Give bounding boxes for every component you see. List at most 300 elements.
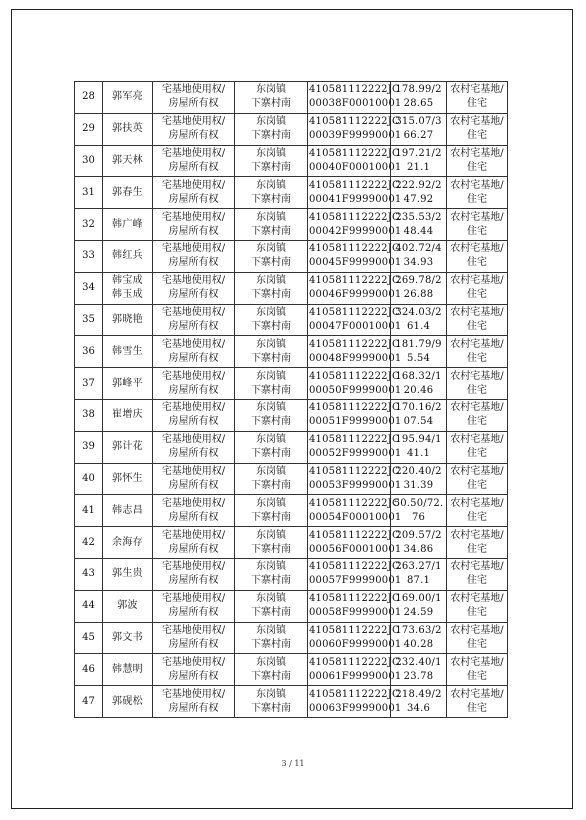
land-use-cell — [447, 113, 508, 145]
unit-code-line: 410581112222JC — [309, 84, 400, 96]
unit-code-line: 00058F99990001 — [309, 607, 402, 619]
row-number-cell: 38 — [75, 399, 103, 431]
row-number-cell: 30 — [75, 145, 103, 177]
land-use-line: 农村宅基地/ — [450, 593, 504, 605]
right-type-cell — [153, 177, 235, 209]
unit-code-cell — [308, 336, 402, 368]
right-type-line: 房屋所有权 — [168, 384, 219, 396]
location-cell — [235, 240, 308, 272]
owner-name-line: 韩红兵 — [112, 250, 143, 262]
location-cell — [235, 145, 308, 177]
land-use-cell — [447, 590, 508, 622]
area-line: 66.27 — [403, 130, 434, 142]
right-type-line: 宅基地使用权/ — [161, 370, 226, 382]
land-use-cell — [447, 527, 508, 559]
land-use-line: 住宅 — [467, 607, 487, 619]
right-type-line: 房屋所有权 — [168, 670, 219, 682]
location-line: 下寨村南 — [251, 416, 291, 428]
row-number-cell: 28 — [75, 82, 103, 114]
owner-name-cell — [103, 209, 153, 241]
land-use-line: 农村宅基地/ — [450, 275, 504, 287]
registration-table — [74, 81, 508, 718]
unit-code-line: 410581112222JC — [309, 593, 400, 605]
location-line: 东岗镇 — [256, 402, 286, 414]
land-use-line: 农村宅基地/ — [450, 624, 504, 636]
row-number-cell: 43 — [75, 558, 103, 590]
table-row — [75, 145, 508, 177]
table-row — [75, 558, 508, 590]
unit-code-line: 410581112222JC — [309, 370, 400, 382]
right-type-cell — [153, 686, 235, 718]
owner-name-cell — [103, 272, 153, 304]
right-type-line: 宅基地使用权/ — [161, 529, 226, 541]
page-number: 3 / 11 — [281, 759, 305, 768]
land-use-line: 住宅 — [467, 257, 487, 269]
unit-code-cell — [308, 590, 402, 622]
unit-code-cell — [308, 463, 402, 495]
owner-name-cell — [103, 368, 153, 400]
right-type-cell — [153, 272, 235, 304]
right-type-line: 宅基地使用权/ — [161, 275, 226, 287]
unit-code-line: 410581112222JC — [309, 338, 400, 350]
location-cell — [235, 558, 308, 590]
owner-name-cell — [103, 145, 153, 177]
location-cell — [235, 177, 308, 209]
right-type-cell — [153, 654, 235, 686]
location-line: 东岗镇 — [256, 147, 286, 159]
unit-code-line: 00061F99990001 — [309, 670, 402, 682]
table-row — [75, 177, 508, 209]
area-line: 20.46 — [403, 384, 434, 396]
right-type-line: 宅基地使用权/ — [161, 593, 226, 605]
unit-code-line: 00047F00010001 — [309, 320, 402, 332]
right-type-cell — [153, 145, 235, 177]
right-type-line: 房屋所有权 — [168, 448, 219, 460]
row-number-cell: 42 — [75, 527, 103, 559]
unit-code-cell — [308, 304, 402, 336]
location-cell — [235, 463, 308, 495]
land-use-line: 住宅 — [467, 416, 487, 428]
unit-code-line: 00051F99990001 — [309, 416, 402, 428]
unit-code-line: 410581112222JC — [309, 656, 400, 668]
unit-code-line: 00050F99990001 — [309, 384, 402, 396]
land-use-line: 住宅 — [467, 352, 487, 364]
land-use-cell — [447, 82, 508, 114]
land-use-cell — [447, 399, 508, 431]
area-line: 34.93 — [403, 257, 434, 269]
location-line: 东岗镇 — [256, 497, 286, 509]
location-line: 下寨村南 — [251, 638, 291, 650]
land-use-cell — [447, 463, 508, 495]
table-row — [75, 368, 508, 400]
area-line: 315.07/3 — [395, 116, 442, 128]
location-line: 东岗镇 — [256, 243, 286, 255]
land-use-cell — [447, 209, 508, 241]
right-type-line: 宅基地使用权/ — [161, 465, 226, 477]
unit-code-line: 410581112222JC — [309, 529, 400, 541]
area-line: 40.28 — [403, 638, 434, 650]
location-line: 下寨村南 — [251, 352, 291, 364]
area-line: 76 — [411, 511, 426, 523]
right-type-line: 宅基地使用权/ — [161, 561, 226, 573]
unit-code-line: 410581112222JC — [309, 116, 400, 128]
land-use-line: 农村宅基地/ — [450, 306, 504, 318]
land-use-cell — [447, 495, 508, 527]
area-line: 178.99/2 — [395, 84, 442, 96]
unit-code-line: 410581112222JC — [309, 243, 400, 255]
table-row — [75, 209, 508, 241]
right-type-cell — [153, 463, 235, 495]
owner-name-line: 郭怀生 — [112, 472, 143, 484]
right-type-cell — [153, 558, 235, 590]
location-cell — [235, 527, 308, 559]
location-line: 下寨村南 — [251, 575, 291, 587]
owner-name-line: 郭春生 — [112, 186, 143, 198]
owner-name-line: 韩广峰 — [112, 218, 143, 230]
row-number-cell: 34 — [75, 272, 103, 304]
unit-code-cell — [308, 527, 402, 559]
table-row — [75, 590, 508, 622]
owner-name-line: 韩玉成 — [112, 289, 143, 301]
area-line: 222.92/2 — [395, 179, 442, 191]
area-line: 50.50/72. — [393, 497, 444, 509]
right-type-line: 房屋所有权 — [168, 702, 219, 714]
owner-name-line: 郭峰平 — [112, 377, 143, 389]
location-line: 下寨村南 — [251, 257, 291, 269]
right-type-cell — [153, 209, 235, 241]
unit-code-cell — [308, 240, 402, 272]
land-use-cell — [447, 272, 508, 304]
row-number-cell: 35 — [75, 304, 103, 336]
area-line: 21.1 — [406, 161, 431, 173]
right-type-cell — [153, 590, 235, 622]
owner-name-cell — [103, 622, 153, 654]
table-row — [75, 527, 508, 559]
owner-name-cell — [103, 558, 153, 590]
owner-name-line: 郭天林 — [112, 154, 143, 166]
right-type-line: 宅基地使用权/ — [161, 147, 226, 159]
land-use-line: 农村宅基地/ — [450, 243, 504, 255]
unit-code-cell — [308, 558, 402, 590]
right-type-line: 宅基地使用权/ — [161, 338, 226, 350]
area-line: 87.1 — [406, 575, 431, 587]
owner-name-line: 郭计花 — [112, 441, 143, 453]
right-type-line: 房屋所有权 — [168, 638, 219, 650]
unit-code-line: 00038F00010001 — [309, 98, 402, 110]
unit-code-cell — [308, 272, 402, 304]
unit-code-line: 410581112222JC — [309, 211, 400, 223]
land-use-cell — [447, 336, 508, 368]
right-type-line: 房屋所有权 — [168, 607, 219, 619]
right-type-line: 房屋所有权 — [168, 352, 219, 364]
owner-name-line: 韩慧明 — [112, 663, 143, 675]
land-use-line: 住宅 — [467, 289, 487, 301]
area-line: 34.86 — [403, 543, 434, 555]
row-number-cell: 36 — [75, 336, 103, 368]
land-use-cell — [447, 622, 508, 654]
area-line: 197.21/2 — [395, 147, 442, 159]
right-type-line: 房屋所有权 — [168, 98, 219, 110]
owner-name-cell — [103, 304, 153, 336]
owner-name-cell — [103, 527, 153, 559]
row-number-cell: 33 — [75, 240, 103, 272]
unit-code-line: 410581112222JC — [309, 147, 400, 159]
location-cell — [235, 622, 308, 654]
right-type-line: 房屋所有权 — [168, 225, 219, 237]
land-use-line: 住宅 — [467, 702, 487, 714]
area-line: 324.03/2 — [395, 306, 442, 318]
land-use-cell — [447, 686, 508, 718]
unit-code-line: 00046F99990001 — [309, 289, 402, 301]
row-number-cell: 46 — [75, 654, 103, 686]
land-use-line: 农村宅基地/ — [450, 497, 504, 509]
unit-code-cell — [308, 113, 402, 145]
owner-name-cell — [103, 399, 153, 431]
table-row — [75, 272, 508, 304]
unit-code-cell — [308, 368, 402, 400]
area-line: 31.39 — [403, 479, 434, 491]
right-type-line: 房屋所有权 — [168, 575, 219, 587]
land-use-line: 住宅 — [467, 161, 487, 173]
area-line: 269.78/2 — [395, 275, 442, 287]
area-line: 263.27/1 — [395, 561, 442, 573]
land-use-line: 住宅 — [467, 384, 487, 396]
table-row — [75, 240, 508, 272]
right-type-cell — [153, 431, 235, 463]
area-line: 220.40/2 — [395, 465, 442, 477]
right-type-line: 宅基地使用权/ — [161, 116, 226, 128]
location-cell — [235, 209, 308, 241]
land-use-line: 农村宅基地/ — [450, 402, 504, 414]
land-use-cell — [447, 654, 508, 686]
location-line: 东岗镇 — [256, 211, 286, 223]
row-number-cell: 39 — [75, 431, 103, 463]
location-line: 东岗镇 — [256, 624, 286, 636]
right-type-cell — [153, 336, 235, 368]
land-use-line: 住宅 — [467, 225, 487, 237]
area-line: 169.00/1 — [395, 593, 442, 605]
location-cell — [235, 495, 308, 527]
land-use-cell — [447, 431, 508, 463]
table-body — [75, 82, 508, 718]
right-type-line: 房屋所有权 — [168, 511, 219, 523]
land-use-line: 住宅 — [467, 479, 487, 491]
unit-code-cell — [308, 431, 402, 463]
unit-code-cell — [308, 686, 402, 718]
area-line: 61.4 — [406, 320, 431, 332]
right-type-cell — [153, 527, 235, 559]
owner-name-cell — [103, 240, 153, 272]
location-cell — [235, 654, 308, 686]
unit-code-line: 00056F00010001 — [309, 543, 402, 555]
location-cell — [235, 113, 308, 145]
area-line: 168.32/1 — [395, 370, 442, 382]
location-cell — [235, 399, 308, 431]
area-line: 232.40/1 — [395, 656, 442, 668]
land-use-cell — [447, 558, 508, 590]
area-line: 47.92 — [403, 193, 434, 205]
right-type-line: 房屋所有权 — [168, 130, 219, 142]
land-use-line: 农村宅基地/ — [450, 370, 504, 382]
owner-name-line: 韩雪生 — [112, 345, 143, 357]
land-use-line: 农村宅基地/ — [450, 211, 504, 223]
unit-code-line: 00060F99990001 — [309, 638, 402, 650]
land-use-line: 农村宅基地/ — [450, 434, 504, 446]
location-line: 东岗镇 — [256, 465, 286, 477]
location-line: 下寨村南 — [251, 98, 291, 110]
unit-code-line: 410581112222JC — [309, 497, 400, 509]
right-type-line: 房屋所有权 — [168, 416, 219, 428]
table-row — [75, 82, 508, 114]
land-use-line: 住宅 — [467, 543, 487, 555]
right-type-cell — [153, 82, 235, 114]
owner-name-cell — [103, 654, 153, 686]
land-use-line: 住宅 — [467, 511, 487, 523]
location-cell — [235, 272, 308, 304]
row-number-cell: 47 — [75, 686, 103, 718]
land-use-line: 农村宅基地/ — [450, 465, 504, 477]
table-row — [75, 686, 508, 718]
location-cell — [235, 82, 308, 114]
area-line: 28.65 — [403, 98, 434, 110]
owner-name-line: 郭生贵 — [112, 568, 143, 580]
owner-name-line: 余海存 — [112, 536, 143, 548]
area-line: 170.16/2 — [395, 402, 442, 414]
unit-code-line: 00053F99990001 — [309, 479, 402, 491]
land-use-line: 住宅 — [467, 670, 487, 682]
area-line: 173.63/2 — [395, 624, 442, 636]
unit-code-cell — [308, 209, 402, 241]
table-row — [75, 336, 508, 368]
right-type-line: 宅基地使用权/ — [161, 179, 226, 191]
unit-code-cell — [308, 399, 402, 431]
area-line: 26.88 — [403, 289, 434, 301]
unit-code-cell — [308, 82, 402, 114]
unit-code-line: 00052F99990001 — [309, 448, 402, 460]
area-line: 402.72/4 — [395, 243, 442, 255]
right-type-line: 宅基地使用权/ — [161, 84, 226, 96]
right-type-line: 房屋所有权 — [168, 320, 219, 332]
row-number-cell: 41 — [75, 495, 103, 527]
area-line: 07.54 — [403, 416, 434, 428]
area-line: 24.59 — [403, 607, 434, 619]
right-type-line: 宅基地使用权/ — [161, 306, 226, 318]
location-line: 下寨村南 — [251, 670, 291, 682]
location-cell — [235, 431, 308, 463]
right-type-line: 房屋所有权 — [168, 543, 219, 555]
land-use-line: 住宅 — [467, 575, 487, 587]
owner-name-line: 郭砚松 — [112, 695, 143, 707]
owner-name-line: 郭波 — [117, 600, 138, 612]
area-line: 181.79/9 — [395, 338, 442, 350]
land-use-line: 住宅 — [467, 130, 487, 142]
table-row — [75, 622, 508, 654]
unit-code-line: 00041F99990001 — [309, 193, 402, 205]
location-line: 东岗镇 — [256, 656, 286, 668]
land-use-line: 农村宅基地/ — [450, 179, 504, 191]
table-row — [75, 399, 508, 431]
location-line: 下寨村南 — [251, 607, 291, 619]
owner-name-cell — [103, 113, 153, 145]
unit-code-line: 00057F99990001 — [309, 575, 402, 587]
location-cell — [235, 590, 308, 622]
area-line: 48.44 — [403, 225, 434, 237]
area-line: 5.54 — [406, 352, 431, 364]
row-number-cell: 45 — [75, 622, 103, 654]
location-line: 下寨村南 — [251, 289, 291, 301]
unit-code-line: 410581112222JC — [309, 688, 400, 700]
right-type-line: 宅基地使用权/ — [161, 497, 226, 509]
unit-code-cell — [308, 177, 402, 209]
unit-code-line: 00039F99990001 — [309, 130, 402, 142]
owner-name-line: 崔增庆 — [112, 409, 143, 421]
owner-name-cell — [103, 82, 153, 114]
unit-code-line: 410581112222JC — [309, 624, 400, 636]
area-line: 209.57/2 — [395, 529, 442, 541]
land-use-cell — [447, 240, 508, 272]
location-line: 下寨村南 — [251, 130, 291, 142]
land-use-line: 农村宅基地/ — [450, 147, 504, 159]
location-line: 东岗镇 — [256, 116, 286, 128]
land-use-line: 农村宅基地/ — [450, 529, 504, 541]
unit-code-line: 00063F99990001 — [309, 702, 402, 714]
owner-name-cell — [103, 590, 153, 622]
location-line: 下寨村南 — [251, 384, 291, 396]
land-use-line: 农村宅基地/ — [450, 338, 504, 350]
location-line: 下寨村南 — [251, 543, 291, 555]
right-type-line: 房屋所有权 — [168, 193, 219, 205]
location-line: 东岗镇 — [256, 561, 286, 573]
land-use-line: 住宅 — [467, 320, 487, 332]
location-line: 东岗镇 — [256, 84, 286, 96]
location-line: 下寨村南 — [251, 320, 291, 332]
unit-code-line: 00048F99990001 — [309, 352, 402, 364]
location-line: 下寨村南 — [251, 161, 291, 173]
owner-name-cell — [103, 431, 153, 463]
location-line: 下寨村南 — [251, 479, 291, 491]
area-line: 195.94/1 — [395, 434, 442, 446]
location-cell — [235, 686, 308, 718]
unit-code-line: 00040F00010001 — [309, 161, 402, 173]
land-use-line: 住宅 — [467, 448, 487, 460]
right-type-cell — [153, 304, 235, 336]
unit-code-line: 410581112222JC — [309, 179, 400, 191]
location-line: 下寨村南 — [251, 702, 291, 714]
row-number-cell: 31 — [75, 177, 103, 209]
unit-code-line: 410581112222JC — [309, 561, 400, 573]
location-line: 东岗镇 — [256, 306, 286, 318]
unit-code-cell — [308, 654, 402, 686]
land-use-line: 农村宅基地/ — [450, 656, 504, 668]
unit-code-line: 00054F00010001 — [309, 511, 402, 523]
right-type-line: 宅基地使用权/ — [161, 656, 226, 668]
owner-name-cell — [103, 495, 153, 527]
unit-code-cell — [308, 495, 402, 527]
owner-name-line: 韩志昌 — [112, 504, 143, 516]
unit-code-line: 00042F99990001 — [309, 225, 402, 237]
location-cell — [235, 368, 308, 400]
row-number-cell: 40 — [75, 463, 103, 495]
owner-name-line: 韩宝成 — [112, 275, 143, 287]
owner-name-cell — [103, 336, 153, 368]
owner-name-line: 郭文书 — [112, 631, 143, 643]
table-row — [75, 495, 508, 527]
location-line: 东岗镇 — [256, 179, 286, 191]
table-row — [75, 304, 508, 336]
unit-code-line: 410581112222JC — [309, 275, 400, 287]
right-type-line: 宅基地使用权/ — [161, 624, 226, 636]
right-type-line: 房屋所有权 — [168, 161, 219, 173]
